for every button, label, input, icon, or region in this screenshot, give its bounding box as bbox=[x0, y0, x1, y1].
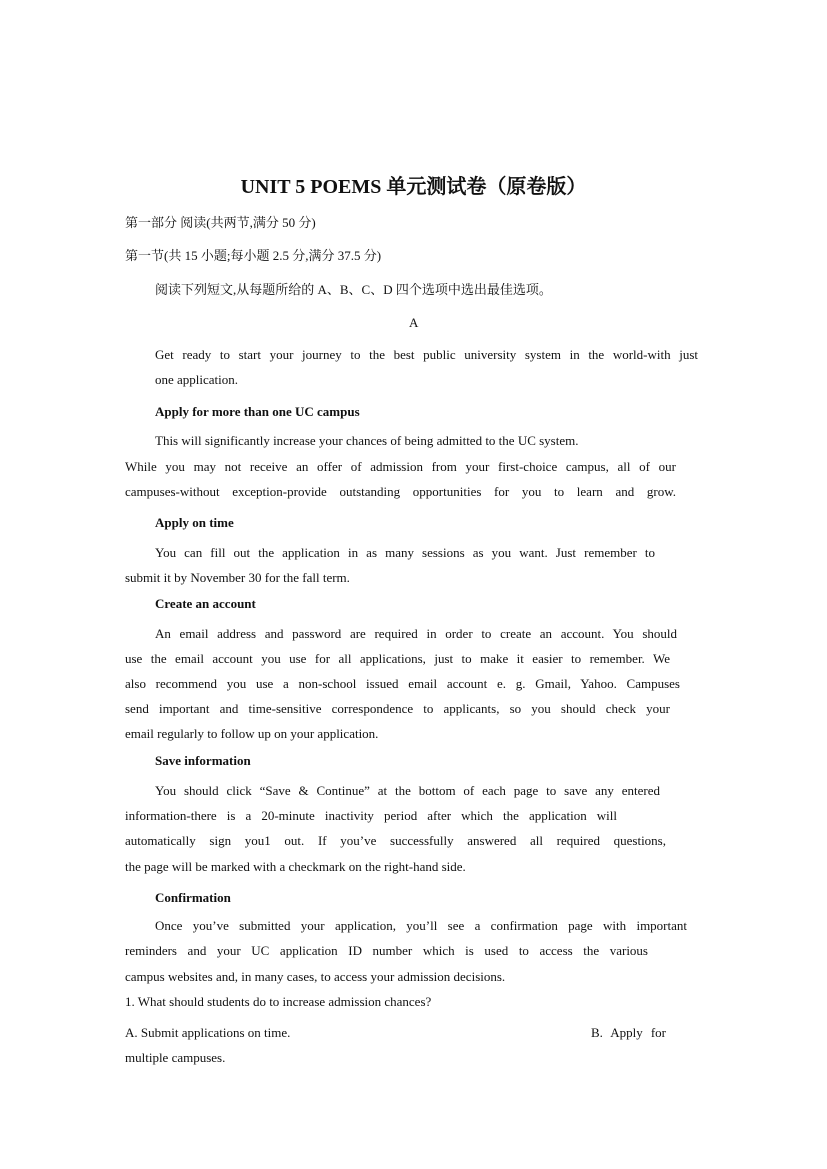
paragraph-line: campuses-without exception-provide outstanding opportunities for you to learn and grow. bbox=[125, 484, 676, 499]
subheading-apply-more: Apply for more than one UC campus bbox=[155, 404, 360, 419]
question-option-a: A. Submit applications on time. bbox=[125, 1025, 291, 1040]
paragraph-line: submit it by November 30 for the fall term. bbox=[125, 570, 350, 585]
paragraph-line: the page will be marked with a checkmark on the right-hand side. bbox=[125, 859, 466, 874]
paragraph-line: use the email account you use for all applications, just to make it easier to remember. We bbox=[125, 651, 670, 666]
paragraph-line: You should click “Save & Continue” at the bottom of each page to save any entered bbox=[155, 783, 660, 798]
paragraph-line: also recommend you use a non-school issued email account e. g. Gmail, Yahoo. Campuses bbox=[125, 676, 680, 691]
paragraph-line: An email address and password are required in order to create an account. You should bbox=[155, 626, 677, 641]
subheading-confirmation: Confirmation bbox=[155, 890, 231, 905]
paragraph-line: Once you’ve submitted your application, you’ll see a confirmation page with important bbox=[155, 918, 687, 933]
subheading-on-time: Apply on time bbox=[155, 515, 234, 530]
document-title: UNIT 5 POEMS 单元测试卷（原卷版） bbox=[240, 176, 587, 198]
paragraph-line: reminders and your UC application ID number which is used to access the various bbox=[125, 943, 648, 958]
subheading-save: Save information bbox=[155, 753, 251, 768]
question-option-b: B. Apply for bbox=[591, 1025, 666, 1040]
paragraph-line: While you may not receive an offer of admission from your first-choice campus, all of our bbox=[125, 459, 676, 474]
passage-label: A bbox=[409, 315, 419, 330]
question-stem: 1. What should students do to increase admission chances? bbox=[125, 994, 432, 1009]
question-option-b-continued: multiple campuses. bbox=[125, 1050, 226, 1065]
paragraph-line: send important and time-sensitive correspondence to applicants, so you should check your bbox=[125, 701, 670, 716]
subheading-account: Create an account bbox=[155, 596, 256, 611]
paragraph-line: campus websites and, in many cases, to access your admission decisions. bbox=[125, 969, 506, 984]
paragraph-line: This will significantly increase your chances of being admitted to the UC system. bbox=[155, 433, 579, 448]
paragraph-line: You can fill out the application in as many sessions as you want. Just remember to bbox=[155, 545, 655, 560]
instruction-text: 阅读下列短文,从每题所给的 A、B、C、D 四个选项中选出最佳选项。 bbox=[155, 282, 552, 297]
section-heading: 第一节(共 15 小题;每小题 2.5 分,满分 37.5 分) bbox=[125, 248, 382, 263]
paragraph-line: email regularly to follow up on your application. bbox=[125, 726, 379, 741]
part-heading: 第一部分 阅读(共两节,满分 50 分) bbox=[125, 215, 316, 230]
intro-line: Get ready to start your journey to the best public university system in the world-with just bbox=[155, 347, 698, 362]
paragraph-line: automatically sign you1 out. If you’ve successfully answered all required questions, bbox=[125, 833, 666, 848]
paragraph-line: information-there is a 20-minute inactivity period after which the application will bbox=[125, 808, 617, 823]
intro-line: one application. bbox=[155, 372, 239, 387]
